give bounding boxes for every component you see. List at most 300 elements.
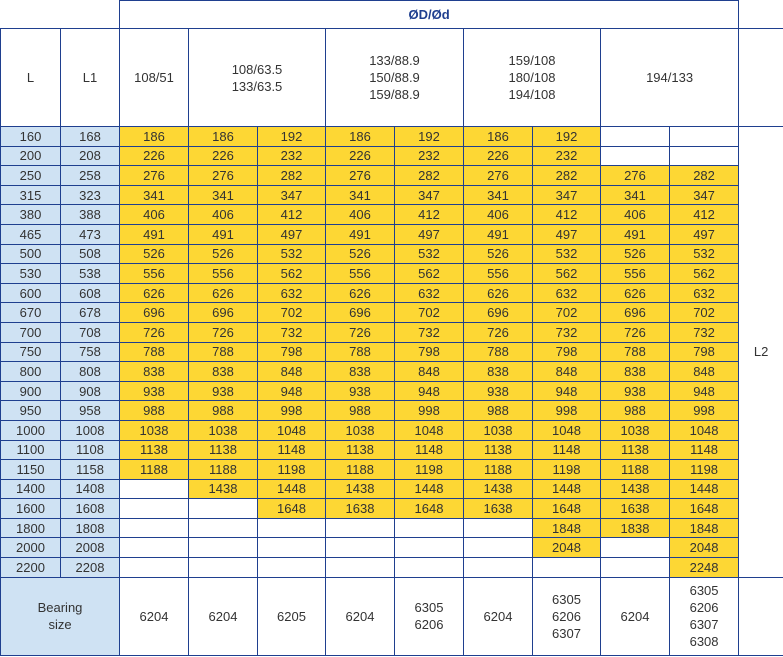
cell-L2-value: 1048 <box>670 420 739 440</box>
cell-L1: 1408 <box>61 479 120 499</box>
cell-L2-value: 526 <box>120 244 189 264</box>
cell-L2-value: 1148 <box>670 440 739 460</box>
cell-L2-value: 1138 <box>120 440 189 460</box>
bearing-size-cell <box>601 577 670 655</box>
cell-L2-value: 798 <box>670 342 739 362</box>
table-row <box>1 518 783 538</box>
cell-empty <box>120 518 189 538</box>
cell-L2-value: 626 <box>189 283 258 303</box>
bearing-label-line: Bearing <box>37 600 83 616</box>
cell-L2-value: 341 <box>601 185 670 205</box>
cell-L: 1400 <box>1 479 61 499</box>
cell-L2-value: 562 <box>670 264 739 284</box>
cell-L: 530 <box>1 264 61 284</box>
cell-L1: 2208 <box>61 558 120 578</box>
cell-L2-value: 406 <box>464 205 533 225</box>
cell-L2-value: 632 <box>670 283 739 303</box>
cell-L2-value: 186 <box>464 127 533 147</box>
bearing-size-row <box>1 577 783 655</box>
header-corner-right <box>739 1 783 29</box>
cell-L2-value: 491 <box>601 224 670 244</box>
cell-L2-value: 626 <box>464 283 533 303</box>
cell-L2-value: 412 <box>670 205 739 225</box>
cell-L2-value: 406 <box>601 205 670 225</box>
cell-L2-value: 192 <box>258 127 326 147</box>
cell-L2-value: 848 <box>533 362 601 382</box>
cell-L2-value: 626 <box>601 283 670 303</box>
cell-L2-value: 562 <box>533 264 601 284</box>
diameter-label-line: 194/108 <box>508 87 556 102</box>
cell-L2-value: 341 <box>326 185 395 205</box>
cell-L2-value: 347 <box>533 185 601 205</box>
cell-L2-value: 696 <box>601 303 670 323</box>
cell-L2-value: 696 <box>120 303 189 323</box>
cell-L2-value: 838 <box>189 362 258 382</box>
cell-L: 670 <box>1 303 61 323</box>
cell-L2-value: 1038 <box>326 420 395 440</box>
cell-L2-value: 2248 <box>670 558 739 578</box>
cell-L1: 1608 <box>61 499 120 519</box>
cell-L2-value: 732 <box>395 322 464 342</box>
cell-L2-value: 726 <box>189 322 258 342</box>
cell-L2-value: 282 <box>395 166 464 186</box>
cell-L1: 678 <box>61 303 120 323</box>
cell-L2-value: 556 <box>464 264 533 284</box>
cell-L2-value: 2048 <box>670 538 739 558</box>
cell-L: 950 <box>1 401 61 421</box>
cell-L2-value: 1148 <box>395 440 464 460</box>
cell-L2-value: 532 <box>395 244 464 264</box>
cell-L2-value: 1188 <box>120 460 189 480</box>
diameter-header-3 <box>464 29 601 127</box>
cell-L1: 168 <box>61 127 120 147</box>
header-group-row <box>1 1 783 29</box>
diameter-header-4 <box>601 29 739 127</box>
cell-L2-value: 497 <box>533 224 601 244</box>
cell-L2-value: 526 <box>189 244 258 264</box>
cell-L2-value: 988 <box>326 401 395 421</box>
cell-L2-value: 696 <box>326 303 395 323</box>
cell-empty <box>189 518 258 538</box>
cell-L2-value: 998 <box>670 401 739 421</box>
cell-L2-value: 341 <box>464 185 533 205</box>
table-row <box>1 440 783 460</box>
cell-L2-value: 491 <box>464 224 533 244</box>
cell-L2-value: 632 <box>533 283 601 303</box>
cell-L1: 473 <box>61 224 120 244</box>
cell-L2-value: 412 <box>258 205 326 225</box>
cell-empty <box>258 538 326 558</box>
cell-L2-value: 938 <box>464 381 533 401</box>
cell-L2-value: 232 <box>395 146 464 166</box>
bearing-size-cell <box>326 577 395 655</box>
header-corner <box>1 1 120 29</box>
cell-L2-value: 232 <box>533 146 601 166</box>
cell-L2-value: 1648 <box>670 499 739 519</box>
cell-empty <box>601 146 670 166</box>
cell-L2-value: 526 <box>464 244 533 264</box>
cell-empty <box>464 538 533 558</box>
cell-L2-value: 788 <box>120 342 189 362</box>
cell-L2-value: 556 <box>189 264 258 284</box>
bearing-code: 6305 <box>689 583 719 599</box>
cell-L2-value: 276 <box>601 166 670 186</box>
cell-L2-value: 998 <box>533 401 601 421</box>
cell-L2-value: 1198 <box>395 460 464 480</box>
cell-L2-value: 406 <box>326 205 395 225</box>
cell-L1: 1808 <box>61 518 120 538</box>
bearing-size-cell <box>395 577 464 655</box>
cell-L: 600 <box>1 283 61 303</box>
cell-empty <box>120 479 189 499</box>
cell-empty <box>189 499 258 519</box>
cell-empty <box>601 127 670 147</box>
cell-empty <box>189 558 258 578</box>
cell-L2-value: 276 <box>189 166 258 186</box>
cell-L2-value: 1048 <box>395 420 464 440</box>
cell-L2-value: 406 <box>120 205 189 225</box>
cell-L2-value: 276 <box>464 166 533 186</box>
cell-L2-value: 988 <box>120 401 189 421</box>
cell-L2-value: 1648 <box>533 499 601 519</box>
cell-L1: 708 <box>61 322 120 342</box>
cell-L1: 2008 <box>61 538 120 558</box>
cell-L2-value: 491 <box>326 224 395 244</box>
cell-L2-value: 232 <box>258 146 326 166</box>
table-row <box>1 342 783 362</box>
cell-L2-value: 282 <box>533 166 601 186</box>
table-row <box>1 558 783 578</box>
cell-L2-value: 702 <box>533 303 601 323</box>
cell-empty <box>670 127 739 147</box>
cell-L2-value: 1038 <box>120 420 189 440</box>
cell-L2-value: 988 <box>464 401 533 421</box>
cell-L2-value: 726 <box>120 322 189 342</box>
cell-L2-value: 1438 <box>464 479 533 499</box>
cell-empty <box>464 558 533 578</box>
cell-L2-value: 556 <box>326 264 395 284</box>
cell-L2-value: 938 <box>601 381 670 401</box>
cell-L2-value: 192 <box>395 127 464 147</box>
cell-L: 1100 <box>1 440 61 460</box>
cell-L2-value: 948 <box>395 381 464 401</box>
cell-L2-value: 1198 <box>258 460 326 480</box>
cell-L1: 1008 <box>61 420 120 440</box>
cell-L2-value: 726 <box>601 322 670 342</box>
diameter-label-line: 194/133 <box>646 70 694 85</box>
cell-L2-value: 702 <box>395 303 464 323</box>
cell-L2-value: 192 <box>533 127 601 147</box>
cell-L2-value: 1188 <box>189 460 258 480</box>
cell-L2-value: 341 <box>120 185 189 205</box>
cell-L2-value: 347 <box>670 185 739 205</box>
cell-L1: 508 <box>61 244 120 264</box>
cell-L2-value: 726 <box>464 322 533 342</box>
cell-L2-value: 848 <box>395 362 464 382</box>
bearing-code: 6204 <box>483 608 513 624</box>
cell-empty <box>120 558 189 578</box>
cell-L2-value: 226 <box>120 146 189 166</box>
cell-L: 1150 <box>1 460 61 480</box>
cell-L2-value: 562 <box>258 264 326 284</box>
table-row <box>1 205 783 225</box>
cell-L2-value: 1438 <box>189 479 258 499</box>
bearing-code: 6305 <box>552 591 581 607</box>
cell-L: 1600 <box>1 499 61 519</box>
bearing-size-cell <box>533 577 601 655</box>
diameter-header-2 <box>326 29 464 127</box>
bearing-size-cell <box>464 577 533 655</box>
cell-L2-value: 347 <box>258 185 326 205</box>
cell-L2-value: 1638 <box>326 499 395 519</box>
diameter-label-line: 108/51 <box>134 70 174 85</box>
bearing-code: 6204 <box>139 608 169 624</box>
cell-L: 380 <box>1 205 61 225</box>
bearing-size-cell <box>120 577 189 655</box>
diameter-label-line: 108/63.5 <box>231 61 283 77</box>
cell-L: 500 <box>1 244 61 264</box>
cell-L2-value: 788 <box>326 342 395 362</box>
cell-L2-value: 526 <box>326 244 395 264</box>
cell-L2-value: 186 <box>189 127 258 147</box>
cell-L1: 1108 <box>61 440 120 460</box>
cell-L2-value: 1138 <box>601 440 670 460</box>
cell-L2-value: 1448 <box>258 479 326 499</box>
cell-L2-value: 186 <box>120 127 189 147</box>
cell-L2-value: 838 <box>326 362 395 382</box>
cell-L2-value: 798 <box>258 342 326 362</box>
cell-empty <box>120 538 189 558</box>
table-row <box>1 381 783 401</box>
cell-L1: 388 <box>61 205 120 225</box>
diameter-label-line: 133/63.5 <box>231 78 283 94</box>
diameter-header-row <box>1 29 783 127</box>
cell-L2-value: 282 <box>670 166 739 186</box>
cell-L2-value: 412 <box>395 205 464 225</box>
cell-L2-value: 1148 <box>258 440 326 460</box>
cell-L2-value: 1138 <box>189 440 258 460</box>
cell-empty <box>670 146 739 166</box>
cell-L2-value: 948 <box>533 381 601 401</box>
cell-empty <box>189 538 258 558</box>
bearing-size-label <box>1 577 120 655</box>
cell-L: 1800 <box>1 518 61 538</box>
cell-L2-value: 276 <box>120 166 189 186</box>
cell-L2-value: 838 <box>464 362 533 382</box>
bearing-code: 6205 <box>277 608 306 624</box>
diameter-label-line: 180/108 <box>508 70 556 85</box>
cell-L2-value: 497 <box>258 224 326 244</box>
l2-header-blank <box>739 29 783 127</box>
diameter-header-1 <box>189 29 326 127</box>
cell-L2-value: 526 <box>601 244 670 264</box>
cell-L: 465 <box>1 224 61 244</box>
diameter-label-line: 159/88.9 <box>369 87 420 102</box>
cell-L2-value: 848 <box>258 362 326 382</box>
bearing-code: 6204 <box>208 608 238 624</box>
cell-empty <box>395 518 464 538</box>
bearing-code: 6204 <box>345 608 375 624</box>
bearing-label-line: size <box>48 617 72 633</box>
table-row <box>1 322 783 342</box>
cell-L2-value: 491 <box>189 224 258 244</box>
cell-L1: 208 <box>61 146 120 166</box>
cell-L: 900 <box>1 381 61 401</box>
table-row <box>1 538 783 558</box>
table-row <box>1 185 783 205</box>
table-row <box>1 499 783 519</box>
cell-L2-value: 497 <box>395 224 464 244</box>
column-header-L: L <box>1 29 61 127</box>
cell-L2-value: 562 <box>395 264 464 284</box>
table-row <box>1 420 783 440</box>
column-label-L2: L2 <box>739 127 783 578</box>
cell-L2-value: 1188 <box>464 460 533 480</box>
cell-L2-value: 1038 <box>464 420 533 440</box>
cell-L2-value: 938 <box>326 381 395 401</box>
cell-L: 800 <box>1 362 61 382</box>
cell-L2-value: 497 <box>670 224 739 244</box>
cell-L2-value: 702 <box>670 303 739 323</box>
cell-L: 2200 <box>1 558 61 578</box>
table-row <box>1 224 783 244</box>
cell-L2-value: 1188 <box>601 460 670 480</box>
cell-L2-value: 732 <box>533 322 601 342</box>
cell-empty <box>326 538 395 558</box>
cell-L2-value: 1048 <box>258 420 326 440</box>
diameter-label-line: 133/88.9 <box>369 53 420 68</box>
bearing-code: 6308 <box>689 634 719 650</box>
cell-L2-value: 948 <box>670 381 739 401</box>
cell-L2-value: 1448 <box>395 479 464 499</box>
cell-L2-value: 412 <box>533 205 601 225</box>
cell-L2-value: 1838 <box>601 518 670 538</box>
cell-L2-value: 1148 <box>533 440 601 460</box>
cell-L1: 758 <box>61 342 120 362</box>
bearing-code: 6206 <box>414 617 444 633</box>
cell-L2-value: 276 <box>326 166 395 186</box>
cell-L2-value: 1198 <box>533 460 601 480</box>
table-row <box>1 146 783 166</box>
table-row <box>1 166 783 186</box>
cell-L2-value: 798 <box>395 342 464 362</box>
cell-L2-value: 1438 <box>601 479 670 499</box>
cell-L2-value: 1188 <box>326 460 395 480</box>
cell-L2-value: 1138 <box>464 440 533 460</box>
cell-L2-value: 848 <box>670 362 739 382</box>
cell-L2-value: 226 <box>464 146 533 166</box>
cell-L2-value: 838 <box>120 362 189 382</box>
bearing-size-cell <box>670 577 739 655</box>
cell-L1: 608 <box>61 283 120 303</box>
cell-empty <box>120 499 189 519</box>
cell-L2-value: 341 <box>189 185 258 205</box>
cell-L2-value: 1038 <box>189 420 258 440</box>
cell-L2-value: 226 <box>326 146 395 166</box>
cell-empty <box>258 518 326 538</box>
cell-L2-value: 556 <box>601 264 670 284</box>
cell-L2-value: 726 <box>326 322 395 342</box>
column-header-L1: L1 <box>61 29 120 127</box>
cell-empty <box>326 558 395 578</box>
bearing-code: 6307 <box>552 625 581 641</box>
cell-empty <box>464 518 533 538</box>
cell-L1: 908 <box>61 381 120 401</box>
cell-empty <box>395 558 464 578</box>
cell-L2-value: 1138 <box>326 440 395 460</box>
bearing-code: 6206 <box>552 608 581 624</box>
cell-L2-value: 1648 <box>258 499 326 519</box>
cell-L2-value: 1038 <box>601 420 670 440</box>
cell-L1: 1158 <box>61 460 120 480</box>
cell-L2-value: 696 <box>189 303 258 323</box>
cell-L: 160 <box>1 127 61 147</box>
cell-L2-value: 556 <box>120 264 189 284</box>
cell-L: 2000 <box>1 538 61 558</box>
cell-L2-value: 696 <box>464 303 533 323</box>
cell-L: 315 <box>1 185 61 205</box>
cell-L2-value: 788 <box>601 342 670 362</box>
cell-L2-value: 1638 <box>464 499 533 519</box>
cell-L2-value: 1448 <box>670 479 739 499</box>
bearing-blank <box>739 577 783 655</box>
cell-L2-value: 732 <box>258 322 326 342</box>
cell-L2-value: 532 <box>258 244 326 264</box>
diameter-label-line: 159/108 <box>508 53 556 68</box>
cell-L2-value: 282 <box>258 166 326 186</box>
cell-L2-value: 626 <box>326 283 395 303</box>
cell-L2-value: 626 <box>120 283 189 303</box>
cell-L2-value: 1648 <box>395 499 464 519</box>
table-row <box>1 401 783 421</box>
cell-L2-value: 732 <box>670 322 739 342</box>
table-row <box>1 303 783 323</box>
cell-L2-value: 1048 <box>533 420 601 440</box>
bearing-code: 6206 <box>689 600 719 616</box>
cell-L2-value: 998 <box>258 401 326 421</box>
cell-L1: 258 <box>61 166 120 186</box>
table-row <box>1 479 783 499</box>
cell-empty <box>395 538 464 558</box>
cell-L2-value: 491 <box>120 224 189 244</box>
cell-L: 700 <box>1 322 61 342</box>
cell-L2-value: 532 <box>670 244 739 264</box>
cell-L: 1000 <box>1 420 61 440</box>
cell-L2-value: 948 <box>258 381 326 401</box>
cell-L2-value: 938 <box>189 381 258 401</box>
cell-empty <box>533 558 601 578</box>
bearing-code: 6307 <box>689 617 719 633</box>
cell-L2-value: 1848 <box>533 518 601 538</box>
bearing-code: 6204 <box>620 608 650 624</box>
table-row <box>1 362 783 382</box>
table-row <box>1 460 783 480</box>
table-row <box>1 244 783 264</box>
cell-L2-value: 406 <box>189 205 258 225</box>
cell-L2-value: 2048 <box>533 538 601 558</box>
cell-L2-value: 632 <box>395 283 464 303</box>
cell-L2-value: 938 <box>120 381 189 401</box>
cell-L2-value: 788 <box>189 342 258 362</box>
bearing-size-cell <box>189 577 258 655</box>
cell-L2-value: 1198 <box>670 460 739 480</box>
cell-L2-value: 632 <box>258 283 326 303</box>
cell-L2-value: 702 <box>258 303 326 323</box>
cell-L2-value: 988 <box>189 401 258 421</box>
cell-L2-value: 226 <box>189 146 258 166</box>
cell-L2-value: 798 <box>533 342 601 362</box>
cell-L2-value: 186 <box>326 127 395 147</box>
